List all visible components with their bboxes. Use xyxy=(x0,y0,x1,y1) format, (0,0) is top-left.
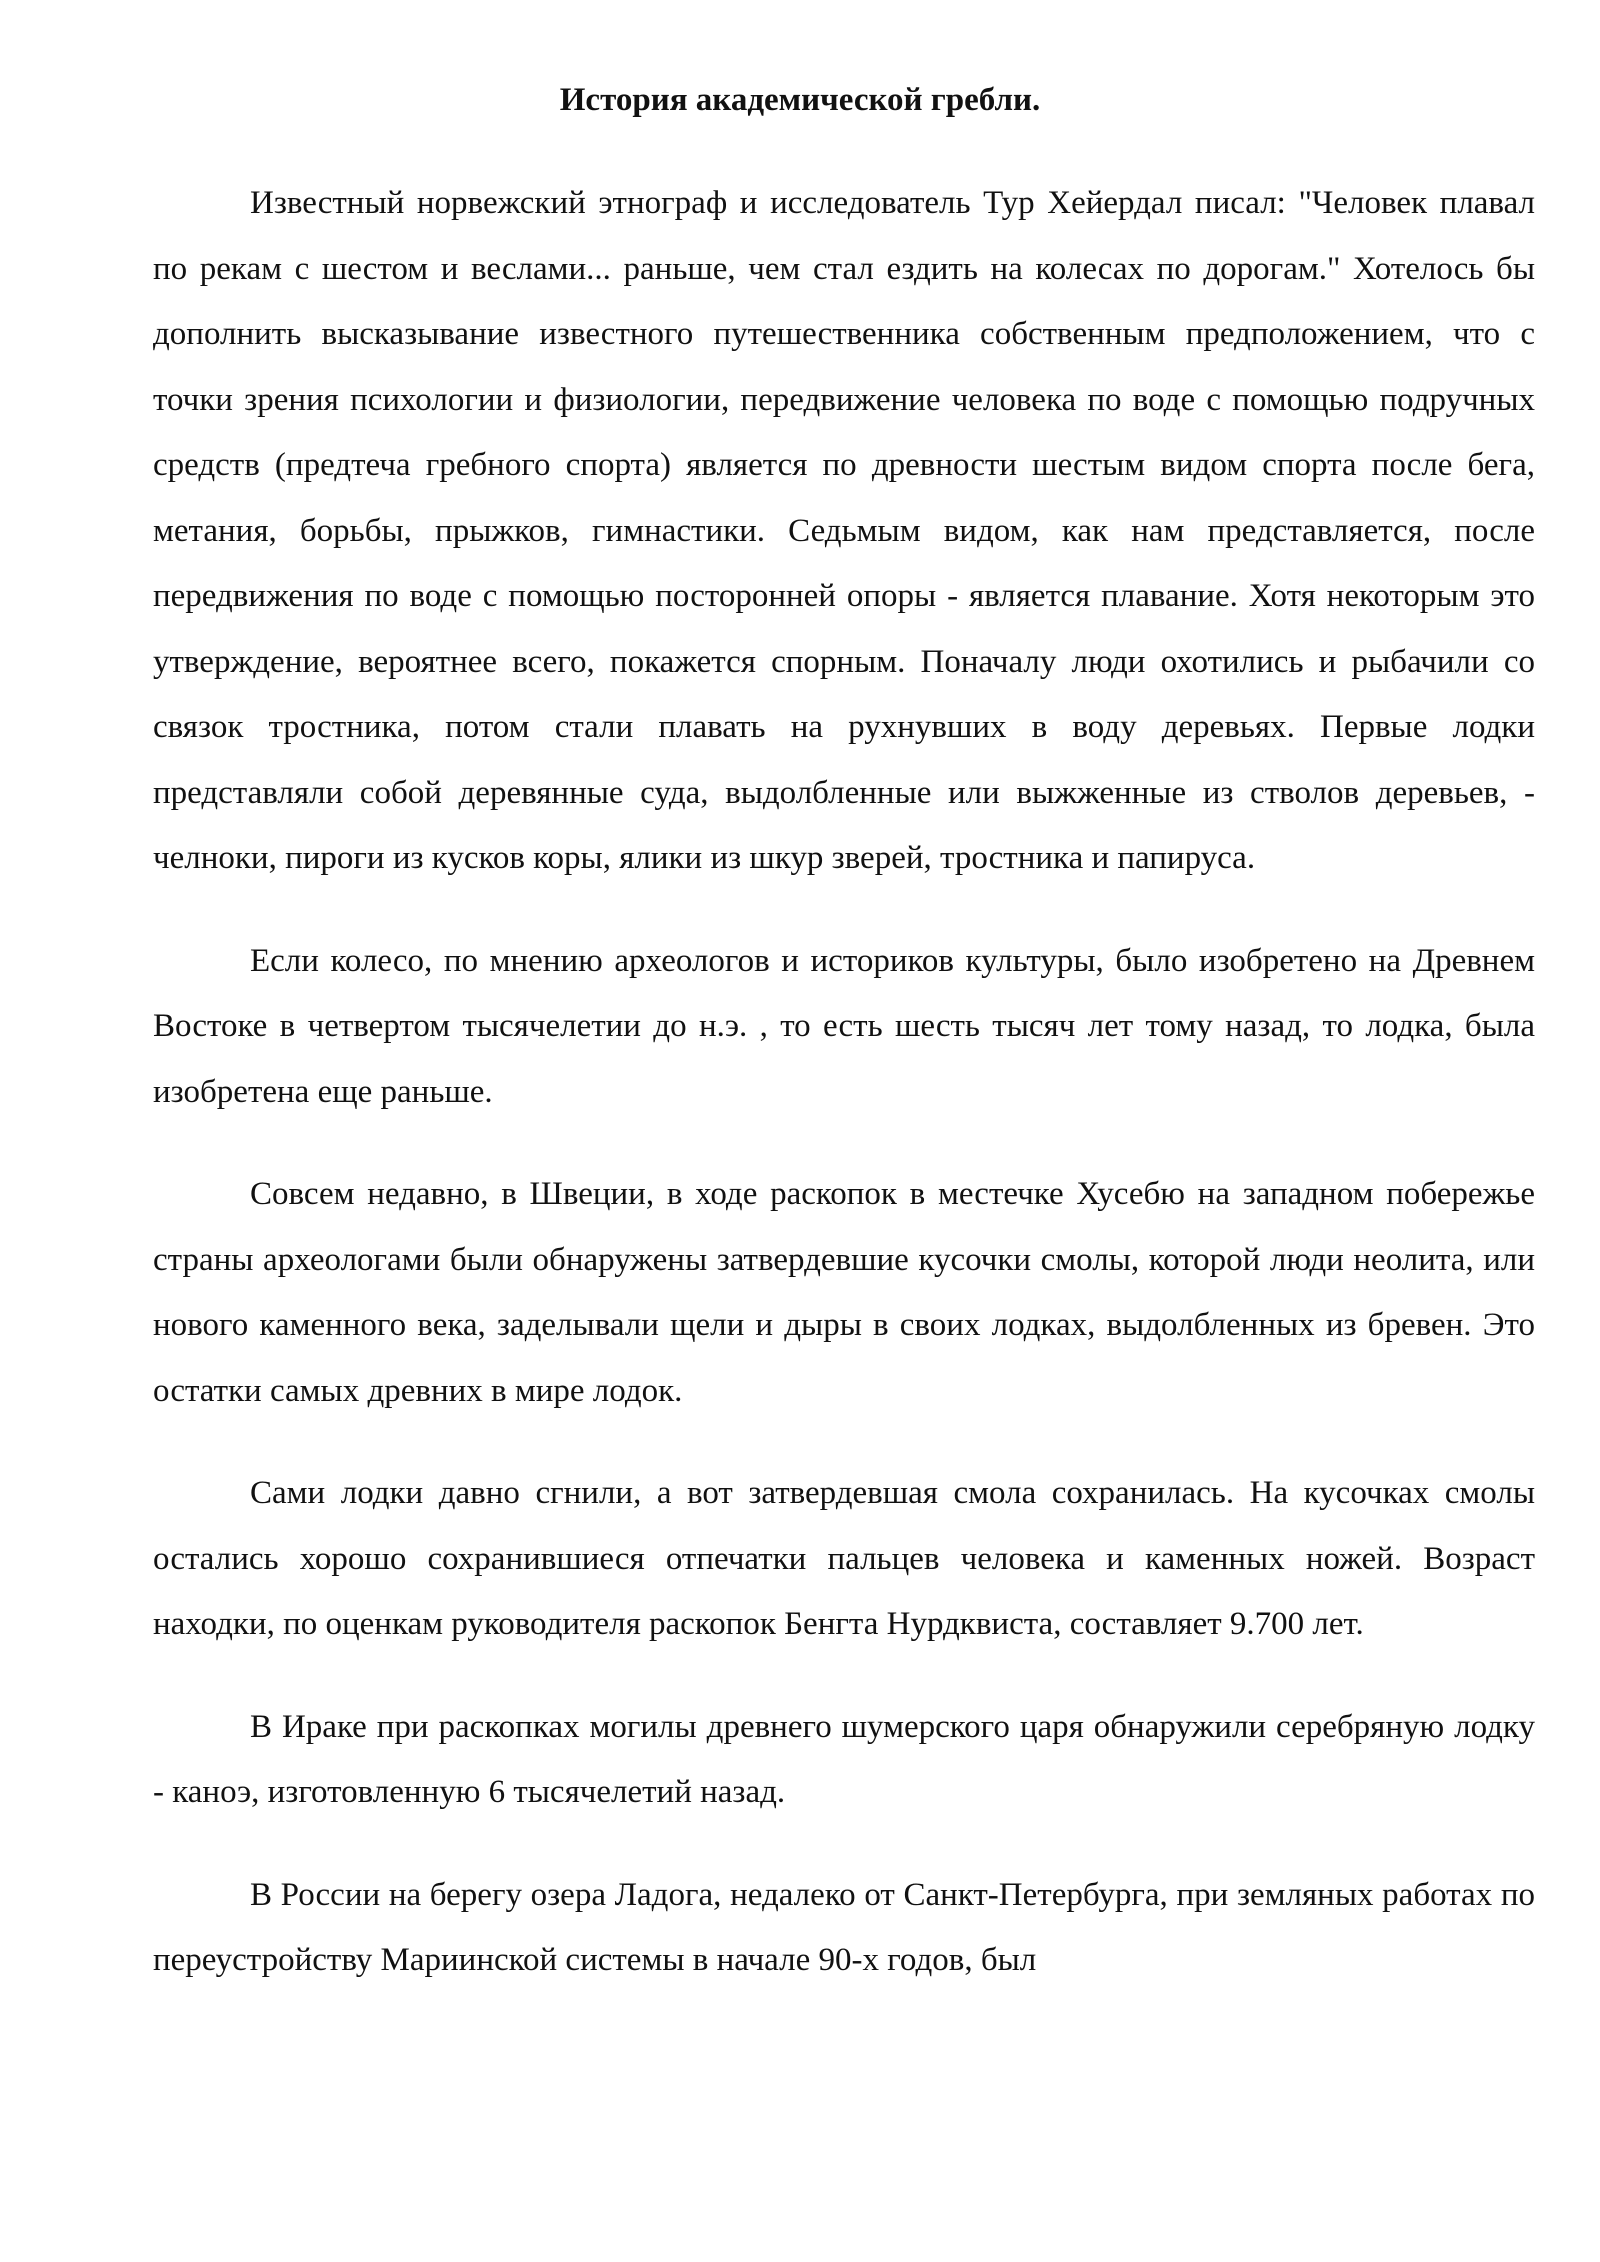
paragraph-3: Совсем недавно, в Швеции, в ходе раскопок в местечке Хусебю на западном побережье страны археологами были обнаружены затвердевшие кусочки смолы, которой люди неолита, или нового каменного века, заделывали щели и дыры в своих лодках, выдолбленных из бревен. Это остатки самых древних в мире лодок. xyxy=(153,1176,1535,1409)
paragraph-6: В России на берегу озера Ладога, недалеко от Санкт-Петербурга, при земляных работах по переустройству Мариинской системы в начале 90-х годов, был xyxy=(153,1876,1535,1978)
paragraph-2: Если колесо, по мнению археологов и историков культуры, было изобретено на Древнем Востоке в четвертом тысячелетии до н.э. , то есть шесть тысяч лет тому назад, то лодка, была изобретена еще раньше. xyxy=(153,942,1535,1110)
paragraph-4: Сами лодки давно сгнили, а вот затвердевшая смола сохранилась. На кусочках смолы остались хорошо сохранившиеся отпечатки пальцев человека и каменных ножей. Возраст находки, по оценкам руководителя раскопок Бенгта Нурдквиста, составляет 9.700 лет. xyxy=(153,1475,1535,1642)
document-body xyxy=(153,171,1535,2031)
document-title: История академической гребли. xyxy=(559,82,1041,118)
paragraph-1: Известный норвежский этнограф и исследователь Тур Хейердал писал: "Человек плавал по рекам с шестом и веслами... раньше, чем стал ездить на колесах по дорогам." Хотелось бы дополнить высказывание известного путешественника собственным предположением, что с точки зрения психологии и физиологии, передвижение человека по воде с помощью подручных средств (предтеча гребного спорта) является по древности шестым видом спорта после бега, метания, борьбы, прыжков, гимнастики. Седьмым видом, как нам представляется, после передвижения по воде с помощью посторонней опоры - является плавание. Хотя некоторым это утверждение, вероятнее всего, покажется спорным. Поначалу люди охотились и рыбачили со связок тростника, потом стали плавать на рухнувших в воду деревьях. Первые лодки представляли собой деревянные суда, выдолбленные или выжженные из стволов деревьев, - челноки, пироги из кусков коры, ялики из шкур зверей, тростника и папируса. xyxy=(153,185,1535,876)
paragraph-5: В Ираке при раскопках могилы древнего шумерского царя обнаружили серебряную лодку - каноэ, изготовленную 6 тысячелетий назад. xyxy=(153,1708,1535,1810)
